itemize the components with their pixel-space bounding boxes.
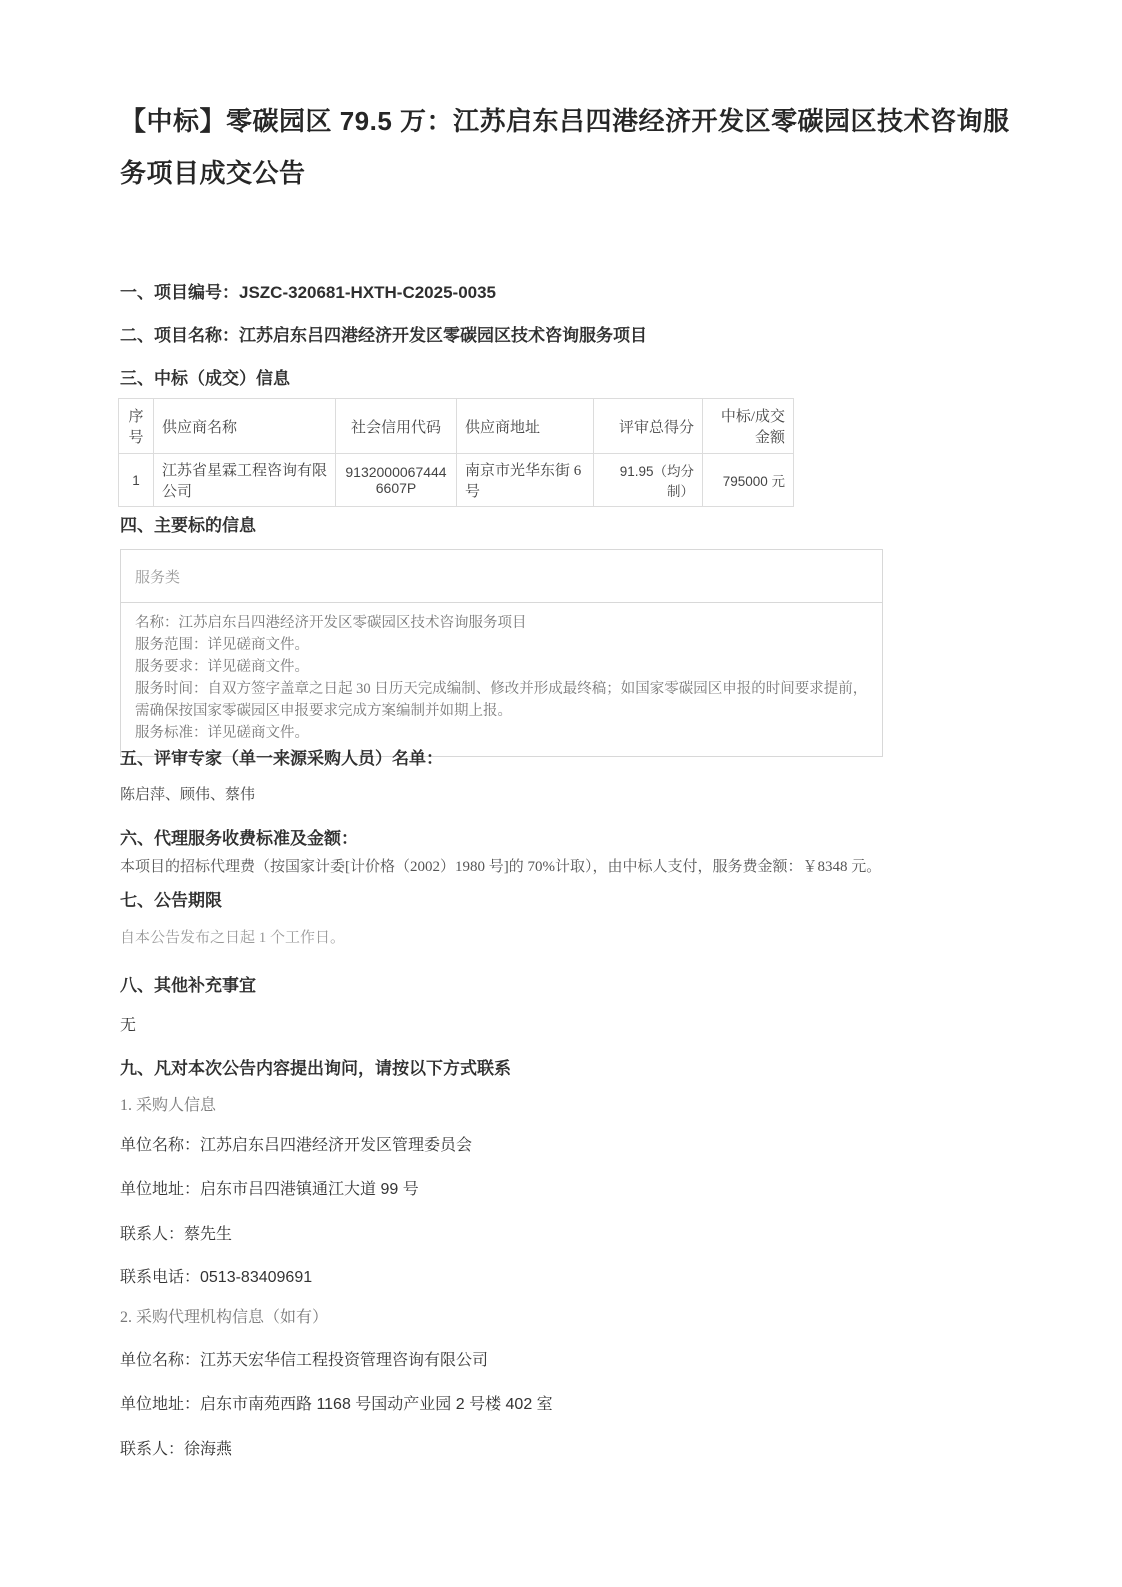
notice-period-text: 自本公告发布之日起 1 个工作日。 xyxy=(120,930,346,946)
page-title: 【中标】零碳园区 79.5 万：江苏启东吕四港经济开发区零碳园区技术咨询服务项目成交公告 xyxy=(120,106,1010,188)
subject-detail-require: 服务要求：详见磋商文件。 xyxy=(135,659,309,675)
section-heading-agency-fee: 六、代理服务收费标准及金额： xyxy=(120,829,358,848)
supplement-text: 无 xyxy=(120,1017,137,1034)
subject-info-box xyxy=(120,549,883,757)
cell-credit-code: 91320000674446607P xyxy=(336,454,457,507)
purchaser-subheading: 1. 采购人信息 xyxy=(120,1097,217,1114)
agency-name: 单位名称：江苏天宏华信工程投资管理咨询有限公司 xyxy=(120,1352,489,1369)
col-header-address: 供应商地址 xyxy=(457,399,594,454)
subject-detail-scope: 服务范围：详见磋商文件。 xyxy=(135,637,309,653)
award-table-data-row xyxy=(119,454,794,507)
subject-category-label: 服务类 xyxy=(121,550,882,603)
section-heading-subject-info: 四、主要标的信息 xyxy=(120,516,256,535)
purchaser-name: 单位名称：江苏启东吕四港经济开发区管理委员会 xyxy=(120,1137,473,1154)
section-heading-award-info: 三、中标（成交）信息 xyxy=(120,369,290,388)
award-table-header-row xyxy=(119,399,794,454)
agency-address: 单位地址：启东市南苑西路 1168 号国动产业园 2 号楼 402 室 xyxy=(120,1396,553,1413)
agency-contact: 联系人：徐海燕 xyxy=(120,1441,233,1458)
agency-subheading: 2. 采购代理机构信息（如有） xyxy=(120,1309,329,1326)
agency-fee-text: 本项目的招标代理费（按国家计委[计价格（2002）1980 号]的 70%计取），由中标人支付，服务费金额：￥8348 元。 xyxy=(120,859,882,875)
col-header-credit-code: 社会信用代码 xyxy=(336,399,457,454)
subject-detail-name: 名称：江苏启东吕四港经济开发区零碳园区技术咨询服务项目 xyxy=(135,615,527,631)
award-table xyxy=(118,398,794,507)
section-heading-notice-period: 七、公告期限 xyxy=(120,891,222,910)
col-header-supplier: 供应商名称 xyxy=(154,399,336,454)
purchaser-address: 单位地址：启东市吕四港镇通江大道 99 号 xyxy=(120,1181,419,1198)
cell-supplier: 江苏省星霖工程咨询有限公司 xyxy=(154,454,336,507)
subject-details xyxy=(121,603,882,756)
col-header-seq: 序号 xyxy=(119,399,154,454)
cell-score: 91.95（均分制） xyxy=(594,454,703,507)
purchaser-contact: 联系人：蔡先生 xyxy=(120,1226,233,1243)
cell-seq: 1 xyxy=(119,454,154,507)
col-header-amount: 中标/成交金额 xyxy=(703,399,794,454)
section-heading-experts: 五、评审专家（单一来源采购人员）名单： xyxy=(120,749,443,768)
section-heading-supplement: 八、其他补充事宜 xyxy=(120,976,256,995)
section-heading-project-name: 二、项目名称：江苏启东吕四港经济开发区零碳园区技术咨询服务项目 xyxy=(120,326,647,345)
expert-names: 陈启萍、顾伟、蔡伟 xyxy=(120,787,256,803)
col-header-score: 评审总得分 xyxy=(594,399,703,454)
section-heading-project-number: 一、项目编号：JSZC-320681-HXTH-C2025-0035 xyxy=(120,283,497,302)
purchaser-phone: 联系电话：0513-83409691 xyxy=(120,1269,313,1286)
cell-address: 南京市光华东街 6 号 xyxy=(457,454,594,507)
section-heading-contact: 九、凡对本次公告内容提出询问，请按以下方式联系 xyxy=(120,1059,511,1078)
cell-amount: 795000 元 xyxy=(703,454,794,507)
subject-detail-standard: 服务标准：详见磋商文件。 xyxy=(135,725,309,741)
subject-detail-time: 服务时间：自双方签字盖章之日起 30 日历天完成编制、修改并形成最终稿；如国家零碳园区申报的时间要求提前，需确保按国家零碳园区申报要求完成方案编制并如期上报。 xyxy=(135,681,868,719)
